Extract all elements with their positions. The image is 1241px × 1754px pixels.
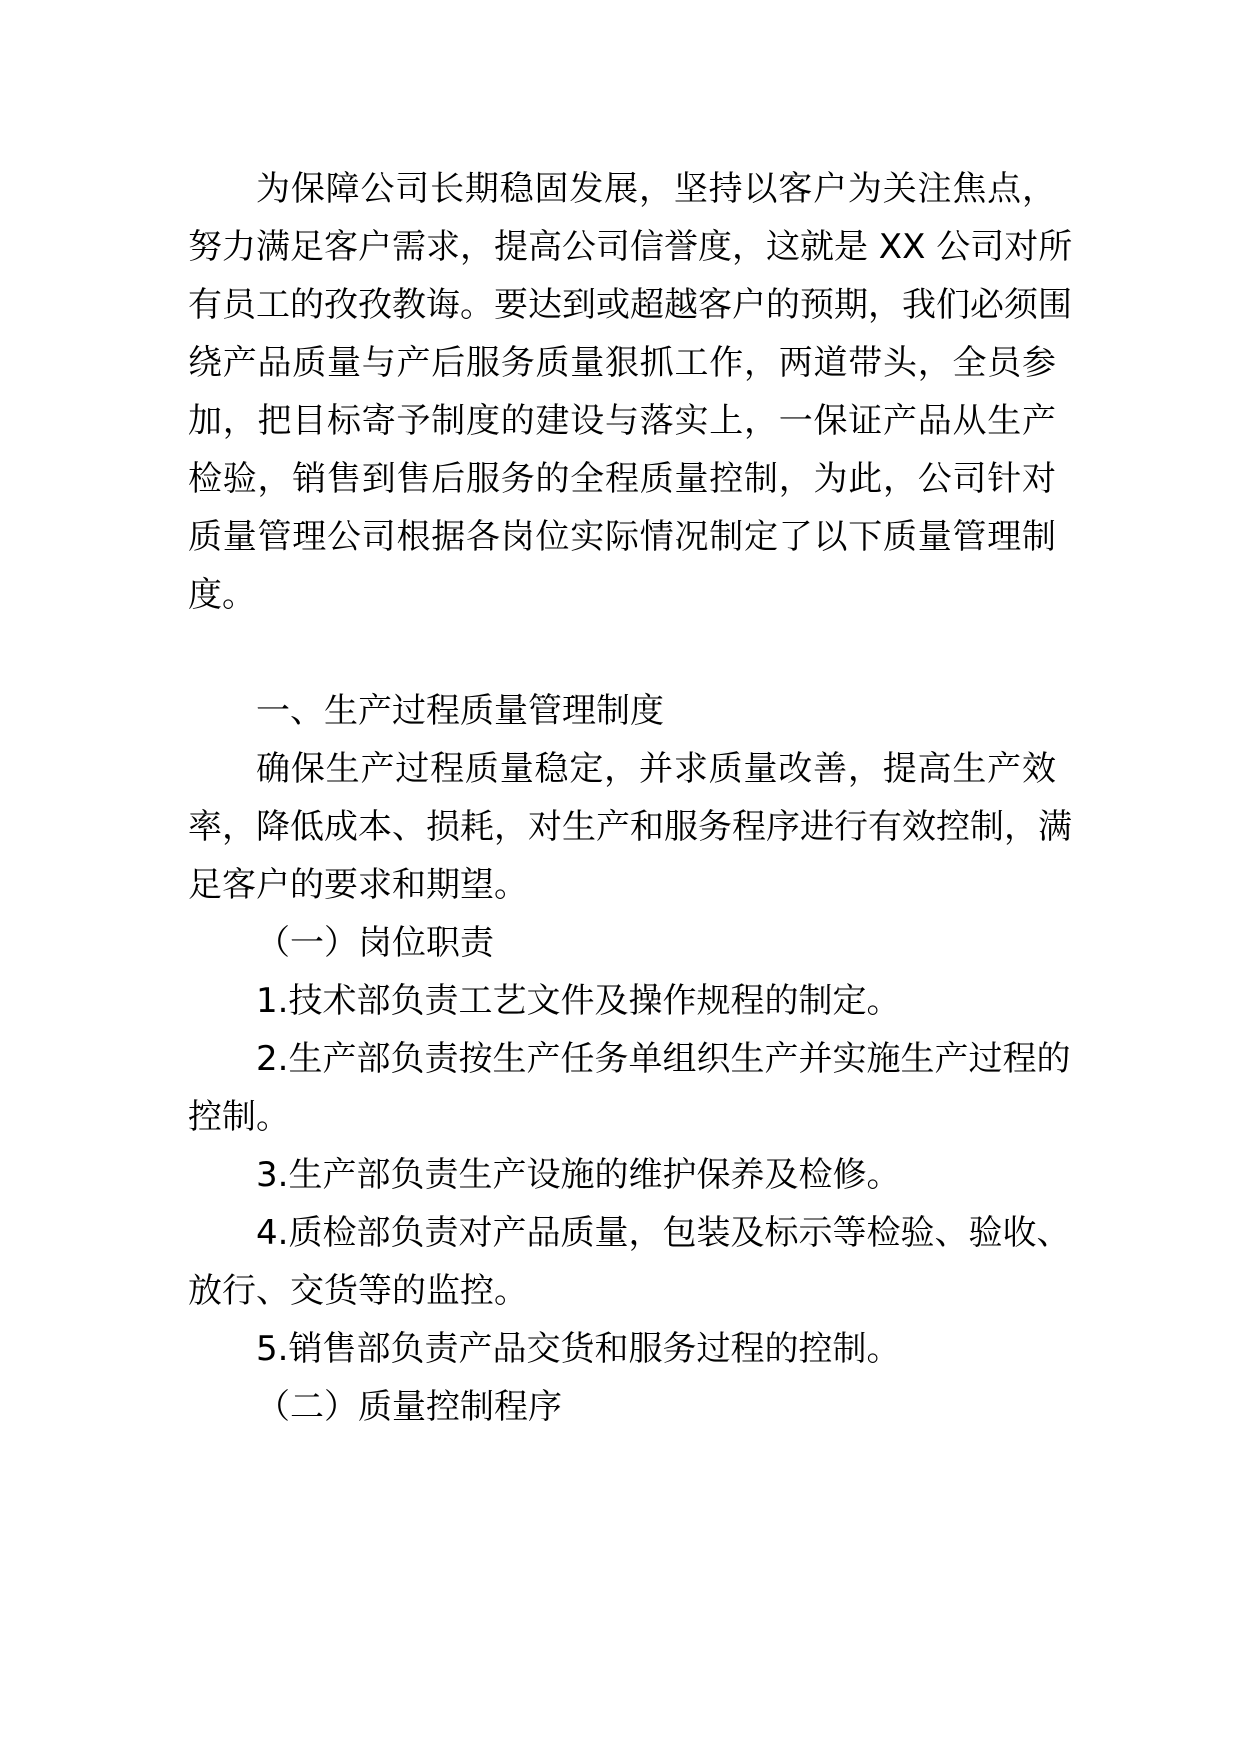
intro-line: 绕产品质量与产后服务质量狠抓工作，两道带头，全员参 (188, 343, 1056, 383)
purpose-line: 确保生产过程质量稳定，并求质量改善，提高生产效 (256, 749, 1056, 789)
intro-line: 有员工的孜孜教诲。要达到或超越客户的预期，我们必须围 (188, 285, 1072, 325)
duty-item-continued: 放行、交货等的监控。 (188, 1271, 528, 1311)
intro-line: 检验，销售到售后服务的全程质量控制，为此，公司针对 (188, 459, 1056, 499)
purpose-line: 足客户的要求和期望。 (188, 865, 528, 905)
intro-line: 努力满足客户需求，提高公司信誉度，这就是 XX 公司对所 (188, 227, 1073, 267)
intro-line: 加，把目标寄予制度的建设与落实上，一保证产品从生产 (188, 401, 1056, 441)
section-title: 一、生产过程质量管理制度 (256, 691, 664, 731)
duty-item: 3.生产部负责生产设施的维护保养及检修。 (256, 1155, 901, 1195)
intro-line: 度。 (188, 575, 256, 615)
duty-item: 5.销售部负责产品交货和服务过程的控制。 (256, 1329, 901, 1369)
duty-item: 4.质检部负责对产品质量，包装及标示等检验、验收、 (256, 1213, 1071, 1253)
duties-list (188, 972, 1071, 1378)
purpose-line: 率，降低成本、损耗，对生产和服务程序进行有效控制，满 (188, 807, 1072, 847)
intro-line: 为保障公司长期稳固发展，坚持以客户为关注焦点， (256, 169, 1056, 209)
subsection-title-duties: （一）岗位职责 (256, 923, 494, 963)
paragraph-gap (188, 624, 1056, 682)
duty-item-continued: 控制。 (188, 1097, 290, 1137)
duty-item: 2.生产部负责按生产任务单组织生产并实施生产过程的 (256, 1039, 1071, 1079)
duty-item: 1.技术部负责工艺文件及操作规程的制定。 (256, 981, 901, 1021)
intro-paragraph (188, 160, 1073, 624)
subsection-title-control: （二）质量控制程序 (256, 1387, 562, 1427)
section-purpose-paragraph (188, 740, 1072, 914)
intro-line: 质量管理公司根据各岗位实际情况制定了以下质量管理制 (188, 517, 1056, 557)
document-page (188, 160, 1073, 1436)
